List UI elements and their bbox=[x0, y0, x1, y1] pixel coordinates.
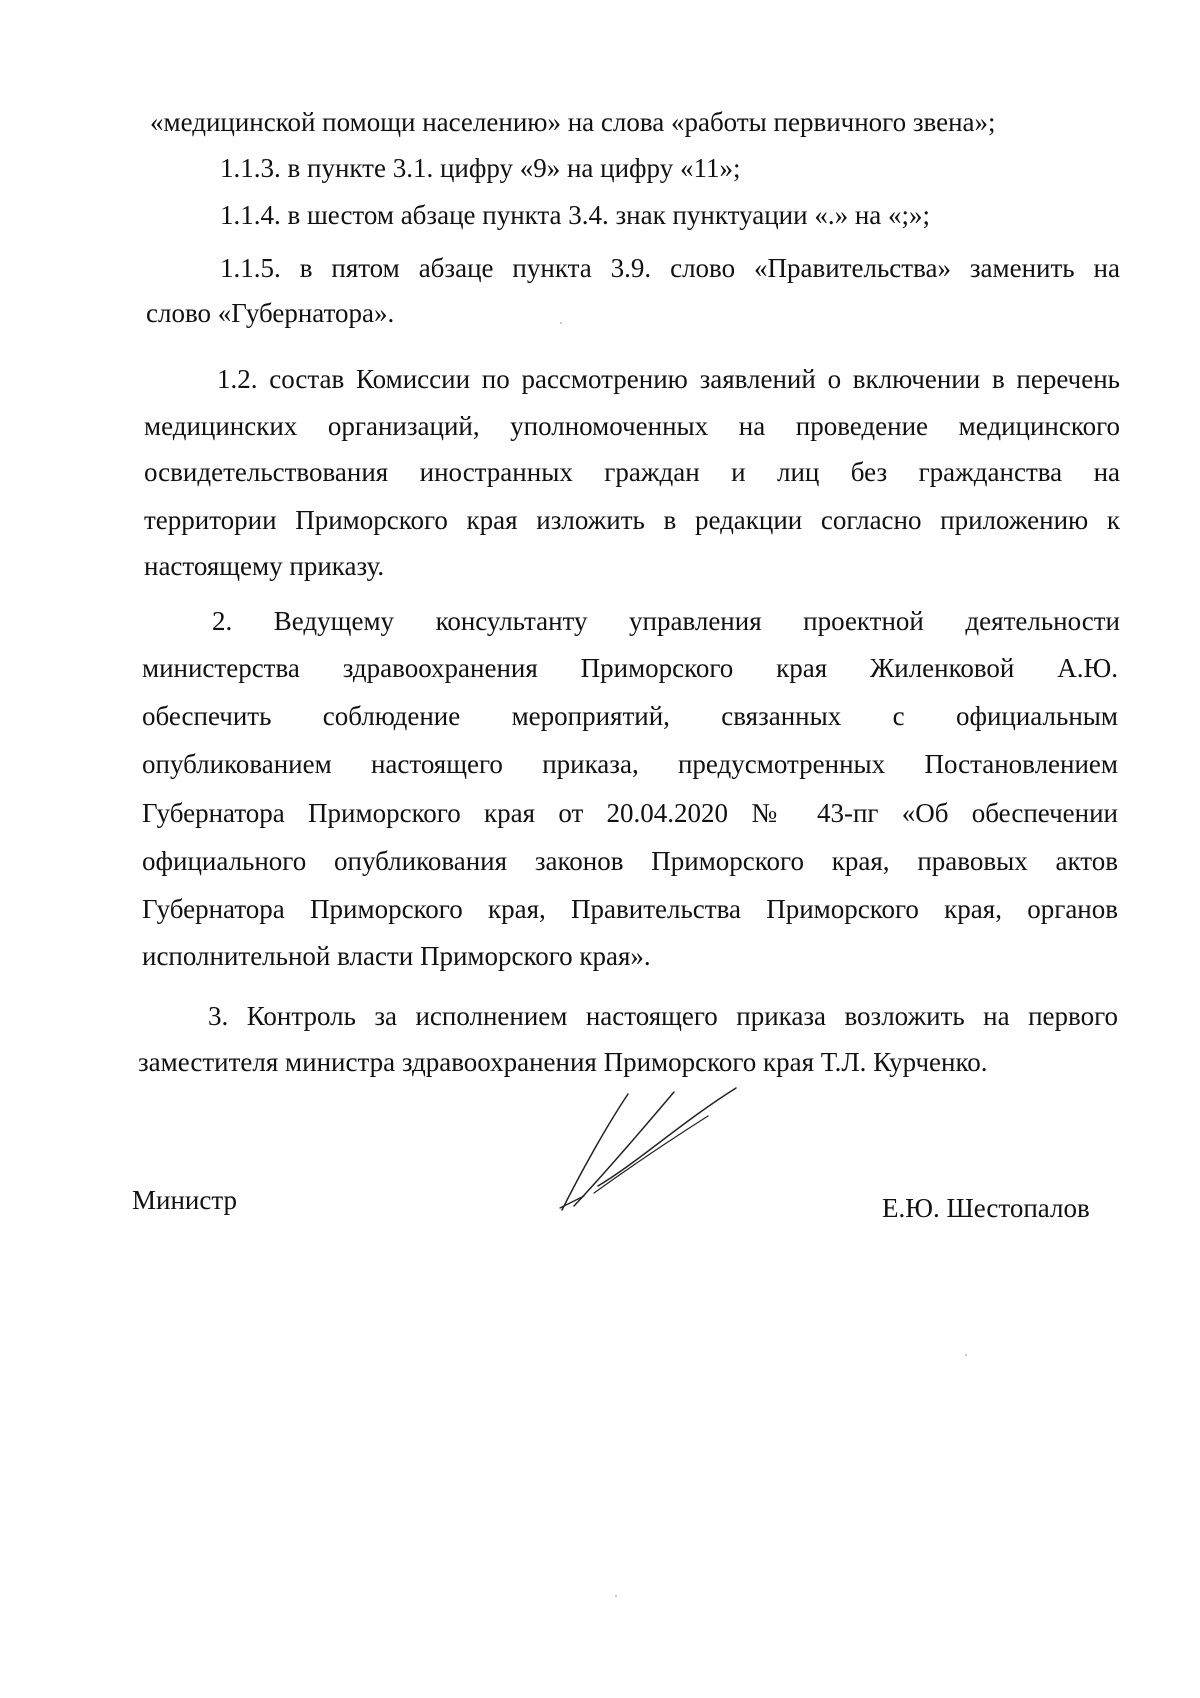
paragraph-line: Губернатора Приморского края, Правительства Приморского края, органов bbox=[142, 894, 1118, 924]
paragraph-line: министерства здравоохранения Приморского края Жиленковой А.Ю. bbox=[142, 653, 1118, 683]
paragraph-line: настоящему приказу. bbox=[144, 551, 385, 581]
paragraph-line: 3. Контроль за исполнением настоящего приказа возложить на первого bbox=[208, 1001, 1118, 1031]
paragraph-line: Губернатора Приморского края от 20.04.2020 № 43-пг «Об обеспечении bbox=[142, 798, 1118, 828]
handwritten-signature bbox=[548, 1082, 758, 1222]
paragraph-line: официального опубликования законов Приморского края, правовых актов bbox=[142, 846, 1118, 876]
paragraph-line: заместителя министра здравоохранения Приморского края Т.Л. Курченко. bbox=[138, 1047, 988, 1077]
scan-speck bbox=[965, 1354, 967, 1356]
paragraph-line: 1.1.4. в шестом абзаце пункта 3.4. знак пунктуации «.» на «;»; bbox=[220, 200, 931, 230]
paragraph-line: освидетельствования иностранных граждан и лиц без гражданства на bbox=[144, 457, 1120, 487]
paragraph-line: территории Приморского края изложить в редакции согласно приложению к bbox=[144, 505, 1120, 535]
paragraph-line: исполнительной власти Приморского края». bbox=[142, 941, 651, 971]
paragraph-line: 1.1.5. в пятом абзаце пункта 3.9. слово «Правительства» заменить на bbox=[220, 253, 1120, 283]
paragraph-line: обеспечить соблюдение мероприятий, связанных с официальным bbox=[142, 701, 1118, 731]
paragraph-line: слово «Губернатора». bbox=[146, 298, 395, 328]
scan-speck bbox=[615, 1595, 617, 1597]
signer-name: Е.Ю. Шестопалов bbox=[882, 1193, 1090, 1223]
paragraph-line: «медицинской помощи населению» на слова «работы первичного звена»; bbox=[150, 107, 996, 137]
paragraph-line: 2. Ведущему консультанту управления проектной деятельности bbox=[212, 606, 1120, 636]
position-title: Министр bbox=[132, 1185, 237, 1215]
scan-speck bbox=[560, 322, 562, 324]
paragraph-line: 1.1.3. в пункте 3.1. цифру «9» на цифру «11»; bbox=[220, 153, 741, 183]
paragraph-line: 1.2. состав Комиссии по рассмотрению заявлений о включении в перечень bbox=[217, 364, 1120, 394]
paragraph-line: медицинских организаций, уполномоченных на проведение медицинского bbox=[144, 411, 1120, 441]
paragraph-line: опубликованием настоящего приказа, предусмотренных Постановлением bbox=[142, 749, 1118, 779]
